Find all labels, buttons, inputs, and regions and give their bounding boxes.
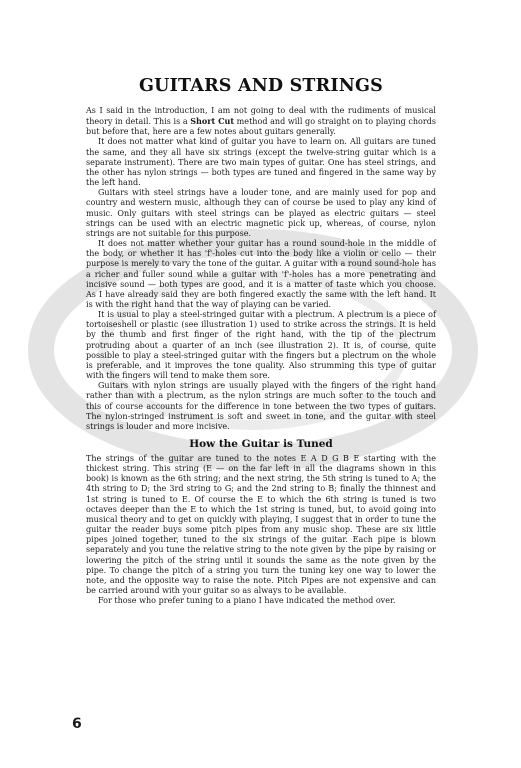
page-number: 6 <box>72 716 82 732</box>
paragraph: The strings of the guitar are tuned to the notes E A D G B E starting with the thickest string. This string (E — on the far left in all the diagrams shown in this book) is known as the 6th string; and the next string, the 5th string is tuned to A; the 4th string to D; the 3rd string to G; and the 2nd string to B; finally the thinnest and 1st string is tuned to E. Of course the E to which the 6th string is tuned is two octaves deeper than the E to which the 1st string is tuned, but, to avoid going into musical theory and to get on quickly with playing, I suggest that in order to tune the guitar the reader buys some pitch pipes from any music shop. These are six little pipes joined together, tuned to the six strings of the guitar. Each pipe is blown separately and you tune the relative string to the note given by the pipe by raising or lowering the pitch of the string until it sounds the same as the note given by the pipe. To change the pitch of a string you turn the tuning key one way to lower the note, and the opposite way to raise the note. Pitch Pipes are not expensive and can be carried around with your guitar so as always to be available. <box>86 454 436 596</box>
short-cut-emphasis: Short Cut <box>190 116 235 127</box>
paragraph: It does not matter what kind of guitar you have to learn on. All guitars are tuned the same, and they all have six strings (except the twelve-string guitar which is a separate instrument). There are two main types of guitar. One has steel strings, and the other has nylon strings — both types are tuned and fingered in the same way by the left hand. <box>86 137 436 188</box>
paragraph: It is usual to play a steel-stringed guitar with a plectrum. A plectrum is a piece of tortoiseshell or plastic (see illustration 1) used to strike across the strings. It is held by the thumb and first finger of the right hand, with the tip of the plectrum protruding about a quarter of an inch (see illustration 2). It is, of course, quite possible to play a steel-stringed guitar with the fingers but a plectrum on the whole is preferable, and it improves the tone quality. Also strumming this type of guitar with the fingers will tend to make them sore. <box>86 310 436 381</box>
page-title: GUITARS AND STRINGS <box>139 76 383 96</box>
paragraph: Guitars with steel strings have a louder tone, and are mainly used for pop and country and western music, although they can of course be used to play any kind of music. Only guitars with steel strings can be played as electric guitars — steel strings can be used with an electric magnetic pick up, whereas, of course, nylon strings are not suitable for this purpose. <box>86 188 436 238</box>
intro-text-after: method and will go straight on to playing chords but before that, here are a few notes about guitars generally. <box>86 117 436 137</box>
page-content <box>86 76 436 606</box>
paragraph: It does not matter whether your guitar has a round sound-hole in the middle of the body, or whether it has 'f'-holes cut into the body like a violin or cello — their purpose is merely to vary the tone of the guitar. A guitar with a round sound-hole has a richer and fuller sound while a guitar with 'f'-holes has a more penetrating and incisive sound — both types are good, and it is a matter of taste which you choose. As I have already said they are both fingered exactly the same with the left hand. It is with the right hand that the way of playing can be varied. <box>86 239 436 309</box>
intro-paragraph <box>86 106 436 137</box>
paragraph: Guitars with nylon strings are usually played with the fingers of the right hand rather than with a plectrum, as the nylon strings are much softer to the touch and this of course accounts for the difference in tone between the two types of guitars. The nylon-stringed instrument is soft and sweet in tone, and the guitar with steel strings is louder and more incisive. <box>86 381 436 431</box>
intro-text-before: As I said in the introduction, I am not going to deal with the rudiments of musical theory in detail. This is a <box>86 106 436 127</box>
paragraph: For those who prefer tuning to a piano I have indicated the method over. <box>98 596 396 606</box>
section-heading: How the Guitar is Tuned <box>189 438 333 450</box>
